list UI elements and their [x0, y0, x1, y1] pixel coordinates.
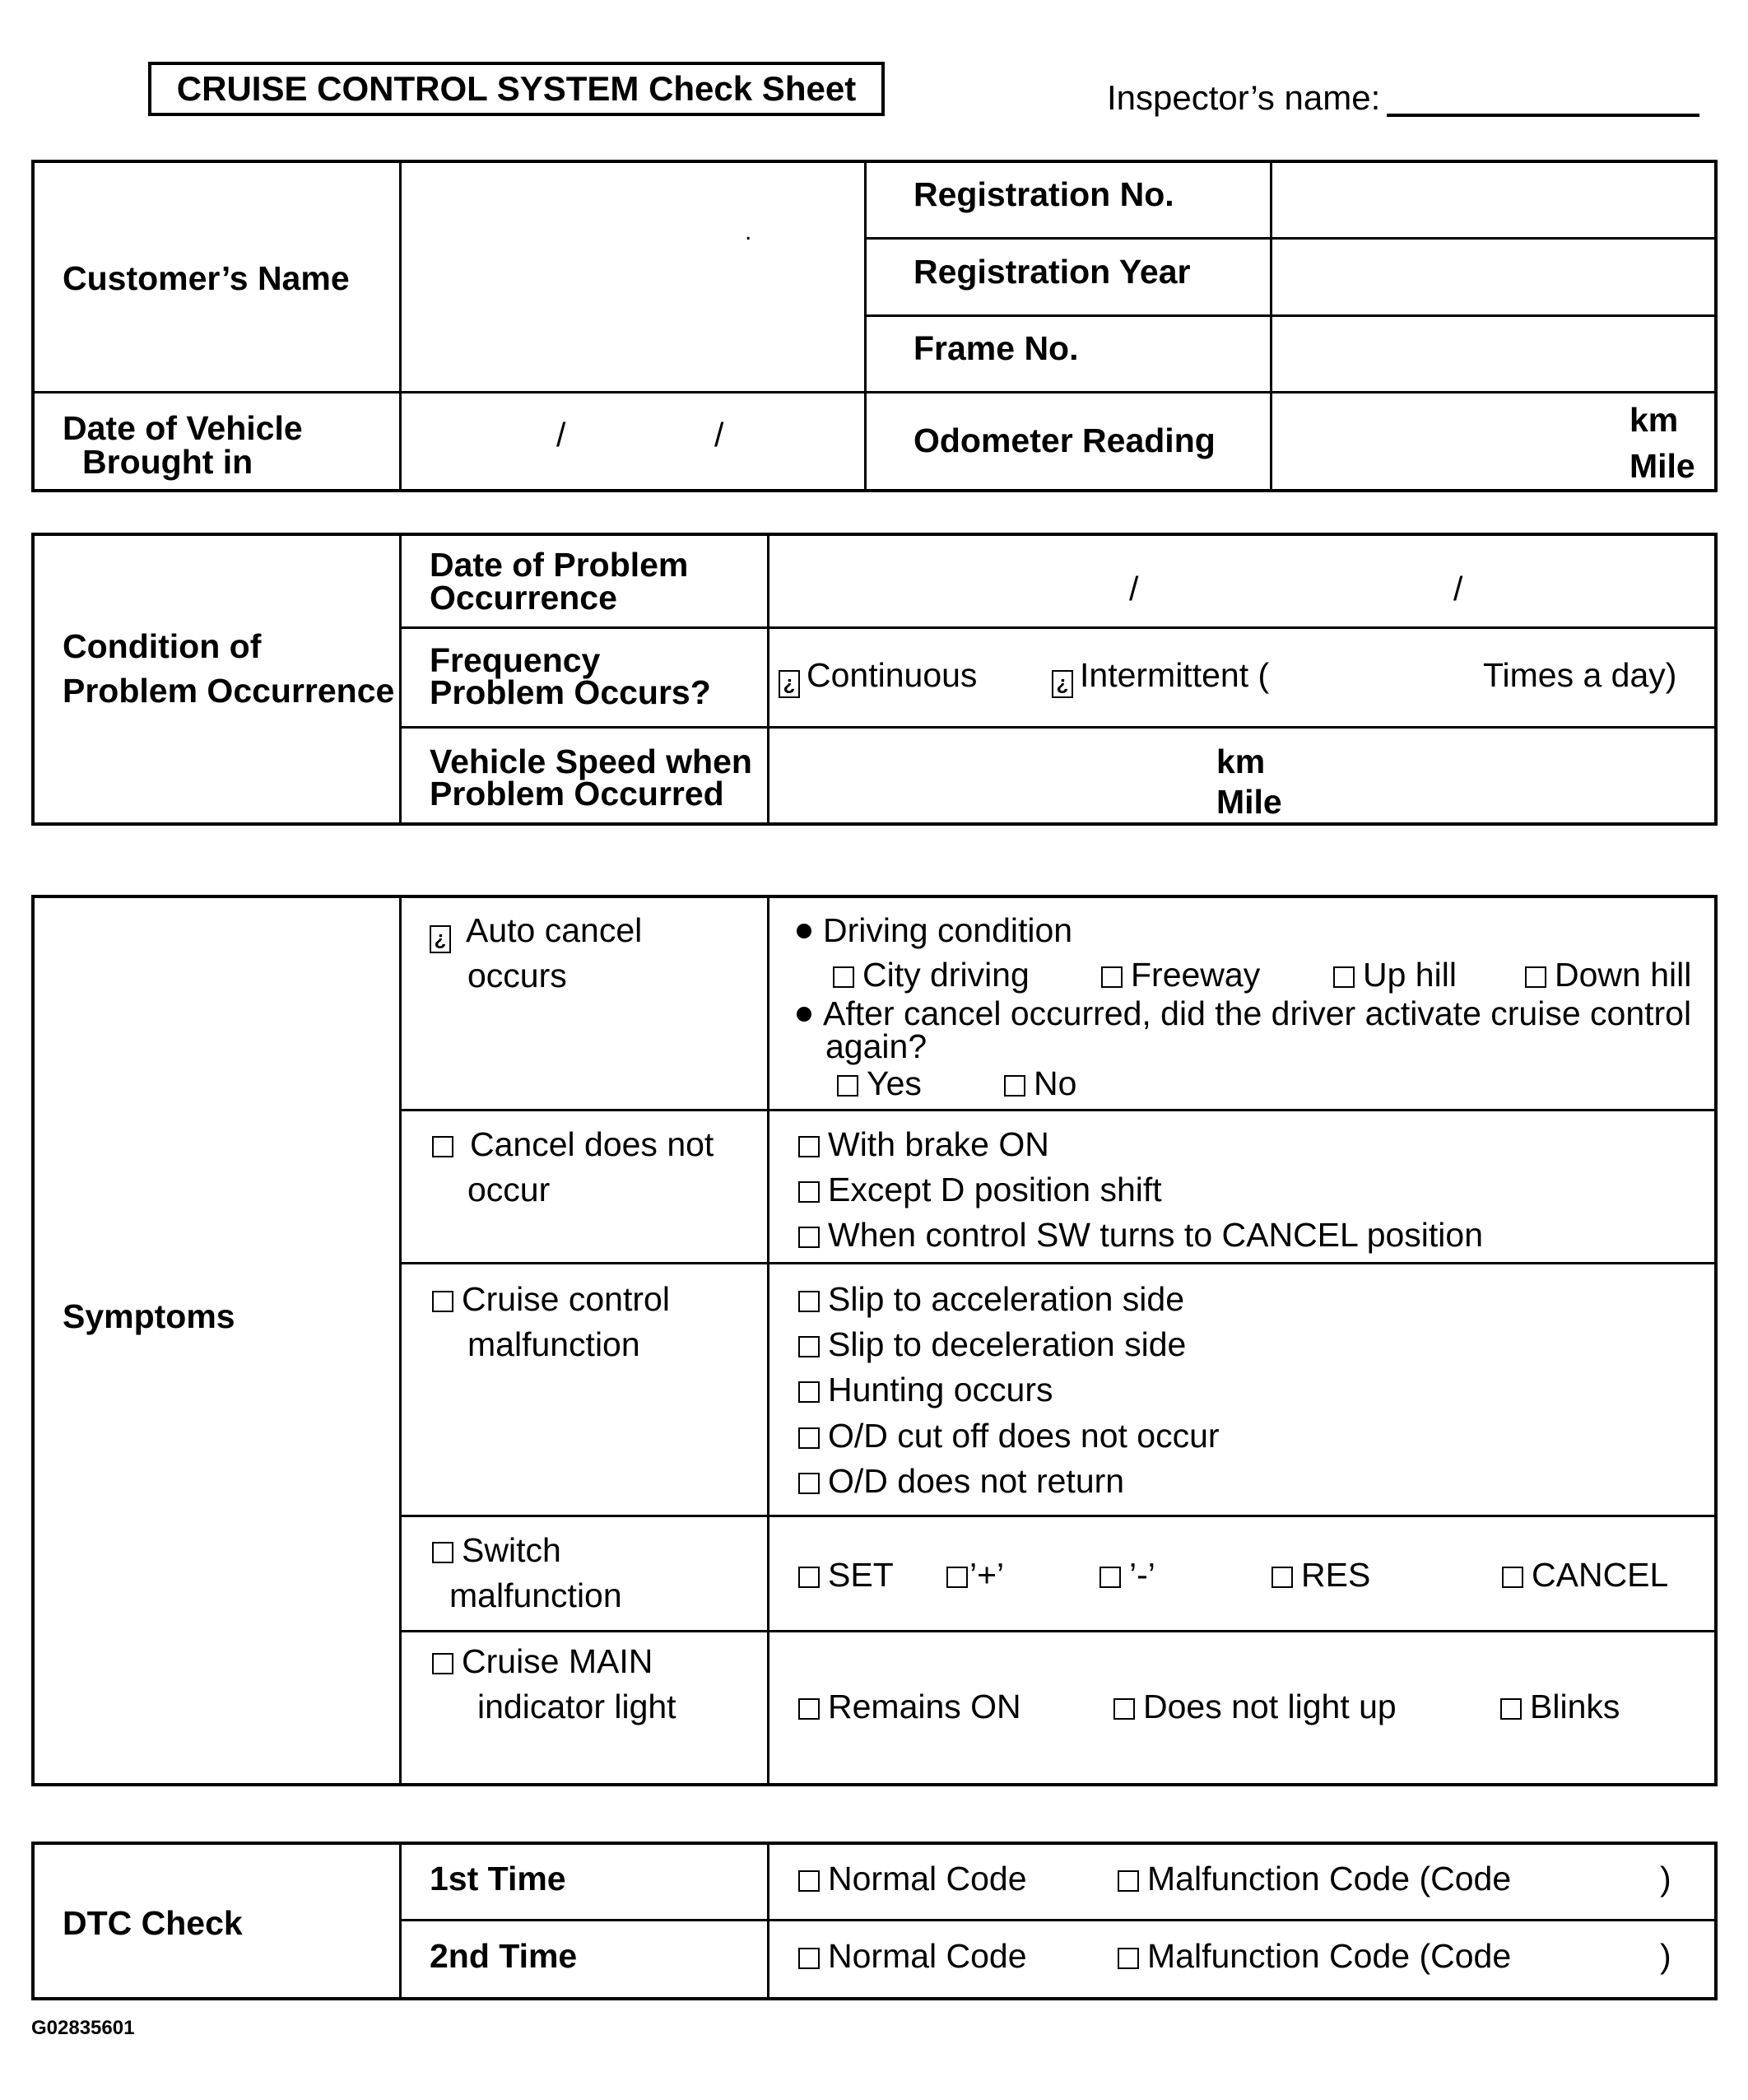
check-sheet-title: CRUISE CONTROL SYSTEM Check Sheet [148, 62, 885, 116]
date-problem-label-2: Occurrence [430, 579, 617, 617]
set-option[interactable]: SET [798, 1556, 894, 1595]
date-problem-field[interactable] [771, 537, 1713, 624]
odometer-reading-field[interactable] [1274, 395, 1628, 489]
date-separator: / [1453, 570, 1463, 608]
vehicle-speed-label-2: Problem Occurred [430, 775, 724, 813]
inspector-name-field[interactable] [1387, 114, 1699, 117]
condition-section-label-2: Problem Occurrence [63, 672, 395, 710]
switch-malfunction-label-2: malfunction [449, 1576, 622, 1614]
date-brought-in-label-2: Brought in [82, 443, 253, 481]
checkbox-icon[interactable]: ¿ [1052, 670, 1073, 698]
city-driving-option[interactable]: City driving [833, 956, 1030, 994]
no-option[interactable]: No [1004, 1064, 1076, 1103]
checkbox-icon[interactable] [1271, 1567, 1293, 1588]
checkbox-icon[interactable] [798, 1473, 820, 1494]
yes-option[interactable]: Yes [837, 1064, 922, 1103]
symptoms-section-label: Symptoms [63, 1297, 235, 1335]
checkbox-icon[interactable] [1333, 966, 1355, 988]
slip-accel-option[interactable]: Slip to acceleration side [798, 1280, 1184, 1319]
first-normal-code-option[interactable]: Normal Code [798, 1860, 1027, 1898]
customer-name-label: Customer’s Name [63, 259, 350, 297]
checkbox-icon[interactable] [946, 1567, 968, 1588]
registration-no-field[interactable] [1274, 163, 1713, 235]
switch-malfunction-option[interactable]: Switch [432, 1531, 561, 1570]
first-malfunction-code-option[interactable]: Malfunction Code (Code [1118, 1860, 1511, 1898]
blinks-option[interactable]: Blinks [1500, 1688, 1620, 1726]
frame-no-field[interactable] [1274, 318, 1713, 389]
checkbox-icon[interactable] [837, 1075, 858, 1097]
checkbox-icon[interactable] [798, 1698, 820, 1720]
checkbox-icon[interactable] [798, 1381, 820, 1403]
dtc-second-time-label: 2nd Time [430, 1937, 578, 1975]
intermittent-option[interactable]: ¿ Intermittent ( [1052, 656, 1269, 698]
checkbox-icon[interactable] [1118, 1870, 1139, 1892]
checkbox-icon[interactable] [1502, 1567, 1523, 1588]
checkbox-icon[interactable] [1525, 966, 1546, 988]
main-indicator-option[interactable]: Cruise MAIN [432, 1642, 653, 1681]
cancel-not-occur-option[interactable]: Cancel does not [432, 1125, 714, 1164]
odometer-unit-mile: Mile [1629, 447, 1695, 485]
checkbox-icon[interactable] [798, 1291, 820, 1312]
odometer-reading-label: Odometer Reading [914, 421, 1216, 459]
cancel-option[interactable]: CANCEL [1502, 1556, 1668, 1595]
checkbox-icon[interactable] [432, 1542, 453, 1563]
date-separator: / [714, 416, 724, 454]
frequency-label: Frequency [430, 641, 601, 679]
checkbox-icon[interactable] [798, 1567, 820, 1588]
checkbox-icon[interactable] [798, 1870, 820, 1892]
plus-option[interactable]: ’+’ [946, 1556, 1004, 1595]
od-cutoff-option[interactable]: O/D cut off does not occur [798, 1417, 1220, 1455]
registration-year-field[interactable] [1274, 240, 1713, 313]
checkbox-icon[interactable] [798, 1181, 820, 1203]
main-indicator-label-2: indicator light [477, 1688, 676, 1725]
date-brought-in-label: Date of Vehicle [63, 409, 303, 447]
second-close-paren: ) [1660, 1937, 1671, 1975]
cancel-not-occur-label-2: occur [467, 1171, 551, 1208]
after-cancel-question: After cancel occurred, did the driver activate cruise control [797, 994, 1691, 1033]
cruise-malfunction-option[interactable]: Cruise control [432, 1280, 670, 1319]
date-separator: / [556, 416, 566, 454]
no-light-option[interactable]: Does not light up [1113, 1688, 1397, 1726]
checkbox-icon[interactable] [1101, 966, 1123, 988]
auto-cancel-label-2: occurs [467, 957, 567, 994]
condition-section-label: Condition of [63, 627, 262, 665]
checkbox-icon[interactable] [833, 966, 854, 988]
checkbox-icon[interactable] [1500, 1698, 1522, 1720]
first-close-paren: ) [1660, 1860, 1671, 1897]
dtc-section-label: DTC Check [63, 1904, 243, 1942]
dtc-first-time-label: 1st Time [430, 1860, 566, 1897]
checkbox-icon[interactable] [1099, 1567, 1121, 1588]
hunting-option[interactable]: Hunting occurs [798, 1371, 1053, 1409]
checkbox-icon[interactable]: ¿ [779, 670, 800, 698]
date-brought-in-field[interactable] [403, 395, 860, 489]
checkbox-icon[interactable] [432, 1136, 453, 1157]
freeway-option[interactable]: Freeway [1101, 956, 1260, 994]
except-d-shift-option[interactable]: Except D position shift [798, 1171, 1162, 1209]
slip-decel-option[interactable]: Slip to deceleration side [798, 1325, 1186, 1364]
checkbox-icon[interactable] [432, 1291, 453, 1312]
customer-name-dot: . [745, 218, 752, 245]
driving-condition-heading: Driving condition [797, 911, 1072, 950]
minus-option[interactable]: ’-’ [1099, 1556, 1155, 1595]
speed-unit-km: km [1216, 743, 1266, 780]
frequency-label-2: Problem Occurs? [430, 673, 711, 711]
checkbox-icon[interactable] [432, 1653, 453, 1674]
auto-cancel-option[interactable]: ¿ Auto cancel [430, 911, 642, 953]
checkbox-icon[interactable] [798, 1136, 820, 1157]
res-option[interactable]: RES [1271, 1556, 1370, 1595]
down-hill-option[interactable]: Down hill [1525, 956, 1691, 994]
second-normal-code-option[interactable]: Normal Code [798, 1937, 1027, 1976]
bullet-icon [797, 924, 811, 938]
inspector-name-label: Inspector’s name: [1107, 78, 1381, 117]
checkbox-icon[interactable] [1118, 1948, 1139, 1969]
od-return-option[interactable]: O/D does not return [798, 1462, 1124, 1501]
checkbox-icon[interactable] [798, 1336, 820, 1357]
second-malfunction-code-option[interactable]: Malfunction Code (Code [1118, 1937, 1511, 1976]
checkbox-icon[interactable]: ¿ [430, 925, 451, 953]
registration-year-label: Registration Year [914, 253, 1191, 291]
checkbox-icon[interactable] [798, 1427, 820, 1449]
checkbox-icon[interactable] [1113, 1698, 1135, 1720]
cruise-malfunction-label-2: malfunction [467, 1325, 640, 1363]
date-problem-label: Date of Problem [430, 546, 689, 584]
date-separator: / [1129, 570, 1139, 608]
control-sw-cancel-option[interactable]: When control SW turns to CANCEL position [798, 1216, 1483, 1255]
checkbox-icon[interactable] [798, 1227, 820, 1248]
speed-unit-mile: Mile [1216, 783, 1282, 821]
checkbox-icon[interactable] [798, 1948, 820, 1969]
with-brake-on-option[interactable]: With brake ON [798, 1125, 1049, 1164]
checkbox-icon[interactable] [1004, 1075, 1025, 1097]
up-hill-option[interactable]: Up hill [1333, 956, 1457, 994]
bullet-icon [797, 1007, 811, 1022]
vehicle-speed-label: Vehicle Speed when [430, 743, 752, 780]
continuous-option[interactable]: ¿ Continuous [779, 656, 977, 698]
figure-code: G02835601 [31, 2017, 135, 2039]
times-a-day-label: Times a day) [1483, 656, 1677, 694]
frame-no-label: Frame No. [914, 329, 1079, 367]
remains-on-option[interactable]: Remains ON [798, 1688, 1021, 1726]
customer-name-field[interactable] [403, 165, 860, 389]
after-cancel-question-2: again? [825, 1027, 927, 1065]
odometer-unit-km: km [1629, 401, 1679, 439]
registration-no-label: Registration No. [914, 175, 1174, 213]
